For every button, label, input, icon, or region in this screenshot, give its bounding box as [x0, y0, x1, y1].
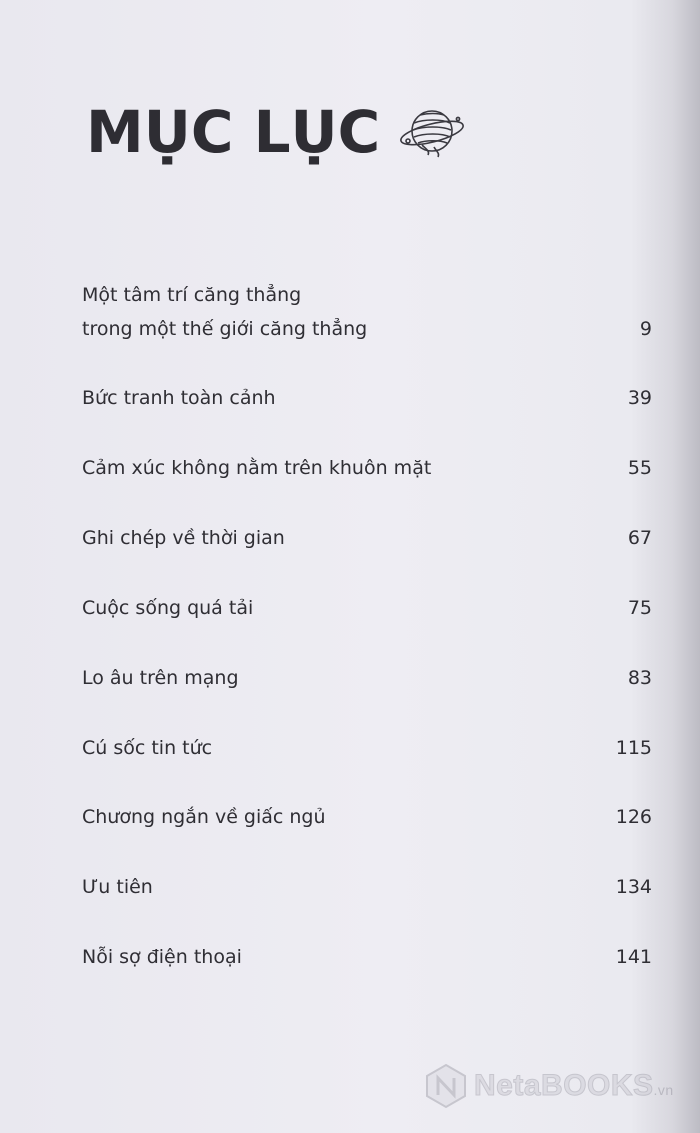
toc-page-number: 141: [615, 946, 652, 968]
toc-entry-title: Ghi chép về thời gian: [82, 527, 285, 549]
toc-entry-title: Cú sốc tin tức: [82, 737, 213, 759]
toc-entry-title: Lo âu trên mạng: [82, 667, 239, 689]
toc-entry-title-line: Một tâm trí căng thẳng: [82, 284, 302, 306]
watermark: [424, 1063, 674, 1109]
toc-page-number: 75: [627, 597, 652, 619]
toc-page-number: 115: [615, 737, 652, 759]
toc-entry-title: Nỗi sợ điện thoại: [82, 946, 242, 968]
toc-entry[interactable]: [82, 731, 652, 765]
toc-entry[interactable]: [82, 940, 652, 974]
toc-entry-title: Cảm xúc không nằm trên khuôn mặt: [82, 457, 432, 479]
watermark-suffix: .vn: [653, 1082, 674, 1098]
toc-page-number: 9: [639, 318, 652, 340]
toc-entry[interactable]: [82, 381, 652, 415]
toc-entry[interactable]: [82, 661, 652, 695]
netabooks-logo-icon: [424, 1063, 468, 1109]
toc-page-number: 134: [615, 876, 652, 898]
toc-entry[interactable]: [82, 278, 652, 346]
toc-entry[interactable]: [82, 591, 652, 625]
toc-entry-title: [82, 278, 652, 346]
page-title: MỤC LỤC: [86, 98, 381, 166]
heading-row: [86, 92, 468, 172]
watermark-text: [474, 1069, 674, 1103]
watermark-brand: NetaBOOKS: [474, 1069, 654, 1102]
toc-entry[interactable]: [82, 451, 652, 485]
toc-entry[interactable]: [82, 521, 652, 555]
toc-page-number: 55: [627, 457, 652, 479]
toc-entry-title: Chương ngắn về giấc ngủ: [82, 806, 326, 828]
toc-entry-title-line: trong một thế giới căng thẳng: [82, 318, 368, 340]
planet-icon: [398, 101, 468, 163]
toc-entry[interactable]: [82, 800, 652, 834]
toc-entry-title: Ưu tiên: [82, 876, 153, 898]
toc-entry-title: Bức tranh toàn cảnh: [82, 387, 276, 409]
toc-page-number: 39: [627, 387, 652, 409]
toc-page-number: 67: [627, 527, 652, 549]
toc-page-number: 126: [615, 806, 652, 828]
toc-entry[interactable]: [82, 870, 652, 904]
toc-page-number: 83: [627, 667, 652, 689]
toc-entry-title: Cuộc sống quá tải: [82, 597, 254, 619]
